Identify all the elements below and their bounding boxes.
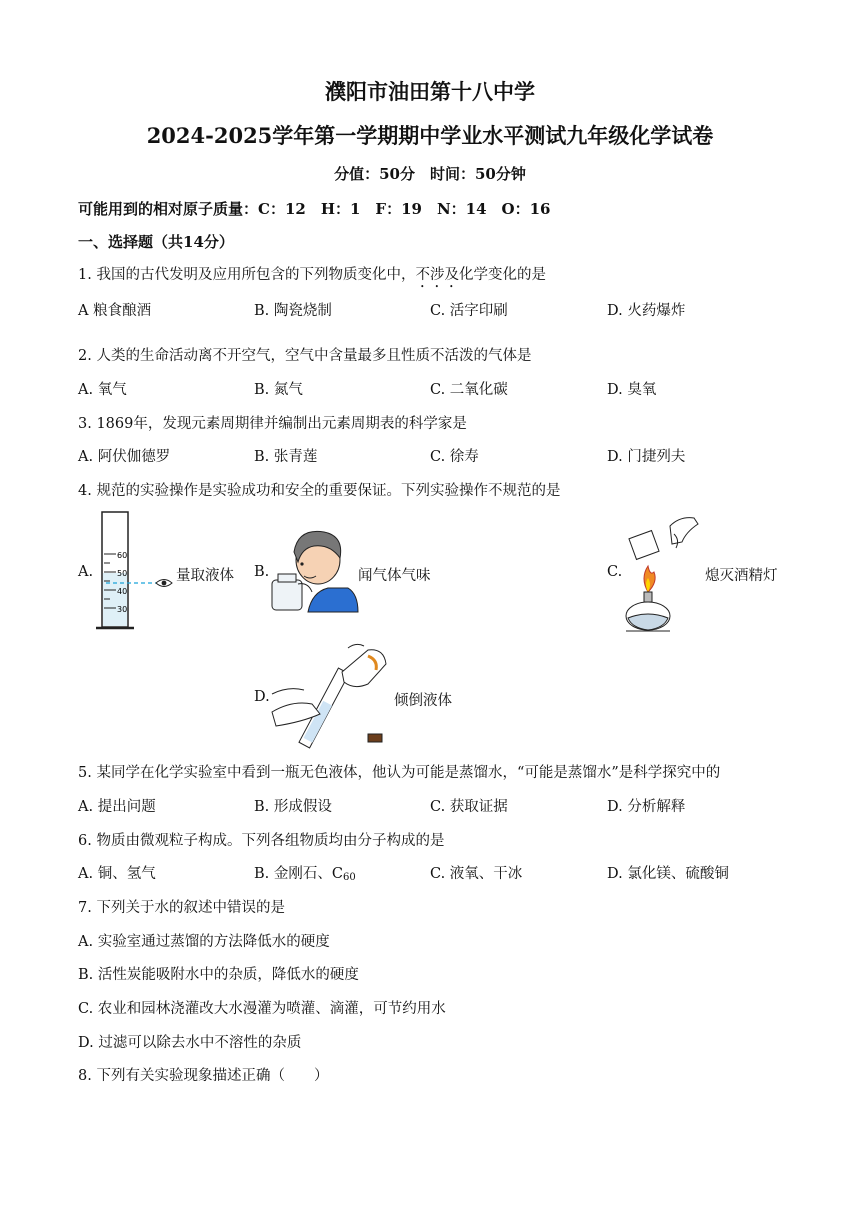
q4-option-b-label: B. bbox=[254, 564, 270, 580]
q1-option-d: D. 火药爆炸 bbox=[607, 303, 686, 319]
tick-label: 50 bbox=[117, 569, 128, 578]
q7-option-b: B. 活性炭能吸附水中的杂质，降低水的硬度 bbox=[78, 967, 359, 983]
q4-option-c-label: C. bbox=[607, 564, 623, 580]
atomic-masses: 可能用到的相对原子质量：C：12 H：1 F：19 N：14 O：16 bbox=[78, 200, 551, 218]
q4-option-d-label: D. bbox=[254, 689, 270, 705]
q7-option-a: A. 实验室通过蒸馏的方法降低水的硬度 bbox=[78, 934, 330, 950]
score-time: 分值：50分 时间：50分钟 bbox=[334, 165, 526, 183]
q4-caption-a: 量取液体 bbox=[176, 568, 234, 584]
school-title: 濮阳市油田第十八中学 bbox=[325, 79, 535, 104]
question-4-stem: 4. 规范的实验操作是实验成功和安全的重要保证。下列实验操作不规范的是 bbox=[78, 483, 561, 499]
q6-option-a: A. 铜、氢气 bbox=[78, 866, 156, 882]
subscript: 60 bbox=[342, 872, 356, 883]
question-1-stem: 1. 我国的古代发明及应用所包含的下列物质变化中，不涉及化学变化的是 bbox=[78, 267, 546, 283]
question-5-stem: 5. 某同学在化学实验室中看到一瓶无色液体，他认为可能是蒸馏水，“可能是蒸馏水”是科学探究中的 bbox=[78, 765, 721, 781]
q1-option-b: B. 陶瓷烧制 bbox=[254, 303, 332, 319]
q6-option-b: B. 金刚石、$C_{60}$ bbox=[254, 866, 356, 883]
q2-option-d: D. 臭氧 bbox=[607, 382, 657, 398]
question-6-stem: 6. 物质由微观粒子构成。下列各组物质均由分子构成的是 bbox=[78, 833, 445, 849]
section-title: 一、选择题（共14分） bbox=[78, 233, 234, 251]
emphasis-text: 不涉及 bbox=[415, 267, 459, 283]
question-8-stem: 8. 下列有关实验现象描述正确（ ） bbox=[78, 1068, 329, 1084]
q5-option-c: C. 获取证据 bbox=[430, 799, 508, 815]
smelling-gas-figure bbox=[268, 522, 360, 614]
pouring-liquid-figure bbox=[272, 642, 396, 752]
q4-caption-d: 倾倒液体 bbox=[394, 693, 452, 709]
q5-option-b: B. 形成假设 bbox=[254, 799, 332, 815]
q1-option-c: C. 活字印刷 bbox=[430, 303, 508, 319]
q6-option-c: C. 液氧、干冰 bbox=[430, 866, 523, 882]
q1-option-a: A 粮食酿酒 bbox=[78, 303, 152, 319]
q5-option-d: D. 分析解释 bbox=[607, 799, 686, 815]
alcohol-lamp-figure bbox=[622, 514, 704, 634]
q3-option-b: B. 张青莲 bbox=[254, 449, 318, 465]
exam-title: 2024-2025学年第一学期期中学业水平测试九年级化学试卷 bbox=[146, 123, 714, 148]
q4-caption-b: 闻气体气味 bbox=[358, 568, 431, 584]
tick-label: 40 bbox=[117, 587, 128, 596]
q7-option-d: D. 过滤可以除去水中不溶性的杂质 bbox=[78, 1035, 302, 1051]
question-7-stem: 7. 下列关于水的叙述中错误的是 bbox=[78, 900, 285, 916]
q3-option-d: D. 门捷列夫 bbox=[607, 449, 686, 465]
q4-caption-c: 熄灭酒精灯 bbox=[705, 568, 778, 584]
q2-option-b: B. 氮气 bbox=[254, 382, 303, 398]
q4-option-a-label: A. bbox=[78, 564, 94, 580]
q3-option-c: C. 徐寿 bbox=[430, 449, 479, 465]
graduated-cylinder-figure bbox=[96, 510, 176, 635]
q3-option-a: A. 阿伏伽德罗 bbox=[78, 449, 171, 465]
question-3-stem: 3. 1869年，发现元素周期律并编制出元素周期表的科学家是 bbox=[78, 416, 467, 432]
tick-label: 60 bbox=[117, 551, 128, 560]
question-2-stem: 2. 人类的生命活动离不开空气，空气中含量最多且性质不活泼的气体是 bbox=[78, 348, 532, 364]
q2-option-c: C. 二氧化碳 bbox=[430, 382, 508, 398]
q6-option-d: D. 氯化镁、硫酸铜 bbox=[607, 866, 729, 882]
q5-option-a: A. 提出问题 bbox=[78, 799, 156, 815]
q2-option-a: A. 氧气 bbox=[78, 382, 127, 398]
tick-label: 30 bbox=[117, 605, 128, 614]
q7-option-c: C. 农业和园林浇灌改大水漫灌为喷灌、滴灌，可节约用水 bbox=[78, 1001, 446, 1017]
